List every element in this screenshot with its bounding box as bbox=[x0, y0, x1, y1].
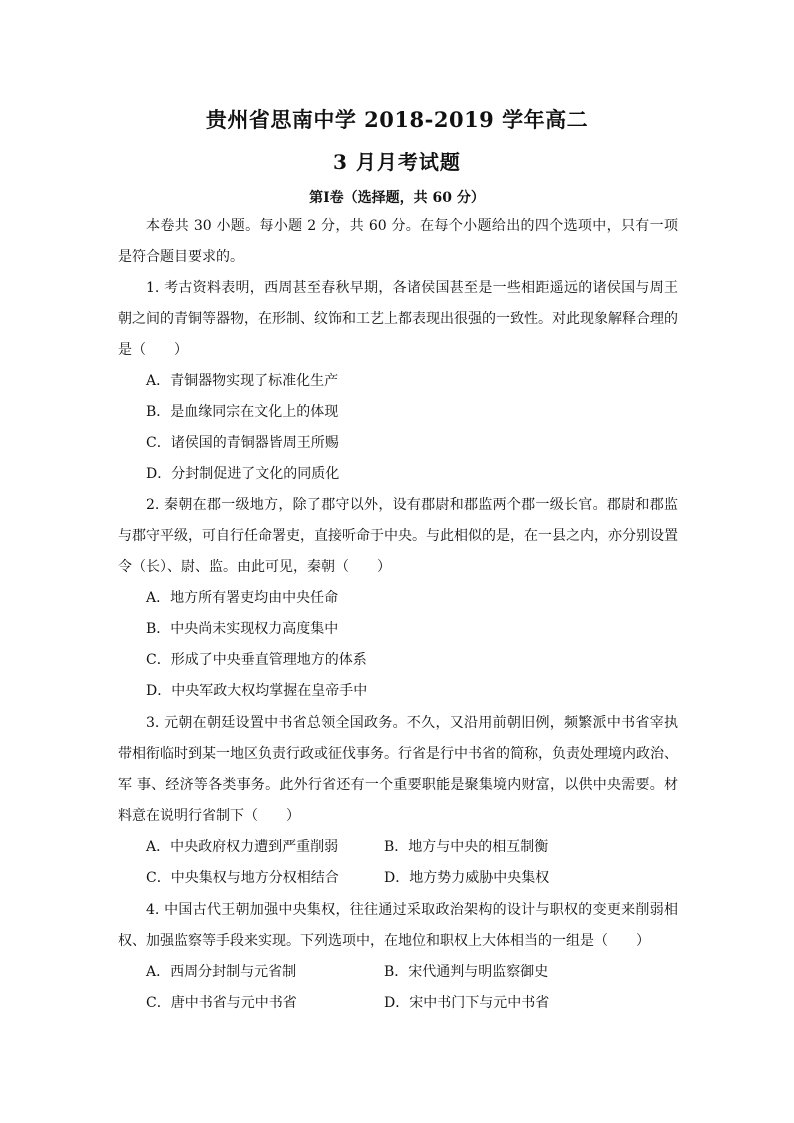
option-row bbox=[118, 957, 678, 988]
option-d: D．宋中书门下与元中书省 bbox=[384, 995, 550, 1011]
question-2 bbox=[118, 490, 678, 707]
question-stem: 2. 秦朝在郡一级地方，除了郡守以外，设有郡尉和郡监两个郡一级长官。郡尉和郡监与郡守平级，可自行任命署吏，直接听命于中央。与此相似的是，在一县之内，亦分别设置令（长）、尉、监。由此可见，秦朝（ ） bbox=[118, 497, 678, 575]
option-c: C．中央集权与地方分权相结合 bbox=[146, 870, 339, 886]
option-c: C．诸侯国的青铜器皆周王所赐 bbox=[146, 435, 339, 451]
option-a: A．中央政府权力遭到严重削弱 bbox=[146, 839, 339, 855]
question-4 bbox=[118, 895, 678, 1019]
question-stem: 1. 考古资料表明，西周甚至春秋早期，各诸侯国甚至是一些相距遥远的诸侯国与周王朝之间的青铜等器物，在形制、纹饰和工艺上都表现出很强的一致性。对此现象解释合理的是（ ） bbox=[118, 280, 678, 358]
option-b: B．是血缘同宗在文化上的体现 bbox=[146, 404, 339, 420]
option-c: C．唐中书省与元中书省 bbox=[146, 995, 297, 1011]
option-row bbox=[118, 832, 678, 863]
option-row bbox=[118, 988, 678, 1019]
option-a: A．青铜器物实现了标准化生产 bbox=[146, 373, 339, 389]
exam-title-line2: 3 月月考试题 bbox=[333, 150, 461, 174]
question-stem: 4. 中国古代王朝加强中央集权，往往通过采取政治架构的设计与职权的变更来削弱相权、加强监察等手段来实现。下列选项中，在地位和职权上大体相当的一组是（ ） bbox=[118, 902, 678, 949]
option-d: D．地方势力威胁中央集权 bbox=[384, 870, 550, 886]
instructions-block bbox=[118, 211, 678, 273]
option-b: B．宋代通判与明监察御史 bbox=[384, 964, 549, 980]
exam-title-line1: 贵州省思南中学 2018-2019 学年高二 bbox=[205, 107, 589, 132]
section-heading: 第Ⅰ卷（选择题，共 60 分） bbox=[309, 190, 485, 206]
option-a: A．西周分封制与元省制 bbox=[146, 964, 297, 980]
option-b: B．中央尚未实现权力高度集中 bbox=[146, 621, 339, 637]
instructions-text: 本卷共 30 小题。每小题 2 分，共 60 分。在每个小题给出的四个选项中，只有一项是符合题目要求的。 bbox=[118, 218, 678, 265]
option-a: A．地方所有署吏均由中央任命 bbox=[146, 590, 339, 606]
option-c: C．形成了中央垂直管理地方的体系 bbox=[146, 652, 367, 668]
option-b: B．地方与中央的相互制衡 bbox=[384, 839, 549, 855]
option-d: D．中央军政大权均掌握在皇帝手中 bbox=[146, 683, 368, 699]
option-d: D．分封制促进了文化的同质化 bbox=[146, 466, 340, 482]
question-3 bbox=[118, 708, 678, 894]
option-row bbox=[118, 863, 678, 894]
question-stem: 3. 元朝在朝廷设置中书省总领全国政务。不久，又沿用前朝旧例，频繁派中书省宰执带相衔临时到某一地区负责行政或征伐事务。行省是行中书省的简称，负责处理境内政治、军 事、经济等各类事务。此外行省还有一个重要职能是聚集境内财富，以供中央需要。材料意在说明行省制下（ ） bbox=[118, 715, 678, 824]
question-1 bbox=[118, 273, 678, 490]
